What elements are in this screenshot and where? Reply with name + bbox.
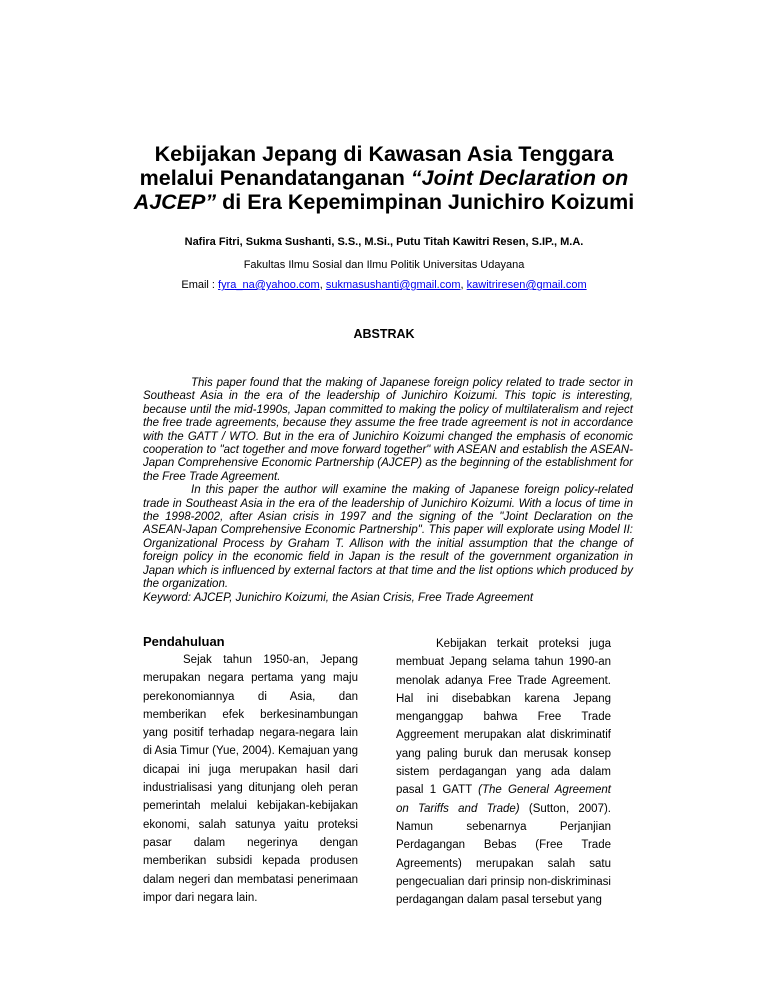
authors: Nafira Fitri, Sukma Sushanti, S.S., M.Si., Putu Titah Kawitri Resen, S.IP., M.A. [184,236,584,248]
email-label: Email : [181,279,219,291]
email-link-1[interactable]: fyra_na@yahoo.com [218,279,320,291]
email-line: Email : fyra_na@yahoo.com, sukmasushanti@gmail.com, kawitriresen@gmail.com [181,279,587,291]
email-link-2[interactable]: sukmasushanti@gmail.com [325,279,461,291]
abstract-paragraph-2: In this paper the author will examine the making of Japanese foreign policy-related trade in Southeast Asia in the era of the leadership of Junichiro Koizumi. With a locus of time in the 1998-2002, after Asian crisis in 1997 and the signing of the "Joint Declaration on the ASEAN-Japan Comprehensive Economic Partnership". This paper will explorate using Model II: Organizational Process by Graham T. Allison with the initial assumption that the change of foreign policy in the economic field in Japan is the result of the government organization in Japan which is influenced by external factors at that time and the list options which produced by the organization. [143,484,633,591]
gatt-italic: (The General Agreement on Tariffs and Trade) [396,784,612,815]
affiliation: Fakultas Ilmu Sosial dan Ilmu Politik Universitas Udayana [243,259,525,271]
email-link-3[interactable]: kawitriresen@gmail.com [466,279,587,291]
right-column [396,635,611,909]
section-heading-pendahuluan: Pendahuluan [143,634,225,649]
title-part1: Kebijakan Jepang di Kawasan Asia Tenggara melalui Penandatanganan [139,142,614,190]
left-column [143,633,358,907]
left-paragraph: Sejak tahun 1950-an, Jepang merupakan negara pertama yang maju perekonomiannya di Asia, dan memberikan efek berkesinambungan yang positif terhadap negara-negara lain di Asia Timur (Yue, 2004). Kemajuan yang dicapai ini juga merupakan hasil dari industrialisasi yang ditunjang oleh peran pemerintah melalui kebijakan-kebijakan ekonomi, salah satunya yaitu proteksi pasar dalam negerinya dengan memberikan subsidi kepada produsen dalam negeri dan membatasi penerimaan impor dari negara lain. [143,654,358,904]
abstract-heading: ABSTRAK [353,327,415,341]
title-part2: di Era Kepemimpinan Junichiro Koizumi [216,190,635,214]
abstract-body [143,377,633,605]
right-paragraph: Kebijakan terkait proteksi juga membuat Jepang selama tahun 1990-an menolak adanya Free Trade Agreement. Hal ini disebabkan karena Jepang menganggap bahwa Free Trade Aggreement merupakan alat diskriminatif yang paling buruk dan merusak konsep sistem perdagangan yang ada dalam pasal 1 GATT (The General Agreement on Tariffs and Trade) (Sutton, 2007). Namun sebenarnya Perjanjian Perdagangan Bebas (Free Trade Agreements) merupakan salah satu pengecualian dari prinsip non-diskriminasi perdagangan dalam pasal tersebut yang [396,638,612,907]
title-italic: “Joint Declaration on AJCEP” [133,166,629,214]
paper-title [120,142,648,214]
abstract-paragraph-1: This paper found that the making of Japanese foreign policy related to trade sector in Southeast Asia in the era of the leadership of Junichiro Koizumi. This topic is interesting, because until the mid-1990s, Japan committed to making the policy of multilateralism and reject the free trade agreements, because they assume the free trade agreement is not in accordance with the GATT / WTO. But in the era of Junichiro Koizumi changed the emphasis of economic cooperation to "act together and move forward together" with ASEAN and establish the ASEAN-Japan Comprehensive Economic Partnership (AJCEP) as the beginning of the establishment for the Free Trade Agreement. [143,377,633,483]
keywords: Keyword: AJCEP, Junichiro Koizumi, the Asian Crisis, Free Trade Agreement [143,591,534,604]
